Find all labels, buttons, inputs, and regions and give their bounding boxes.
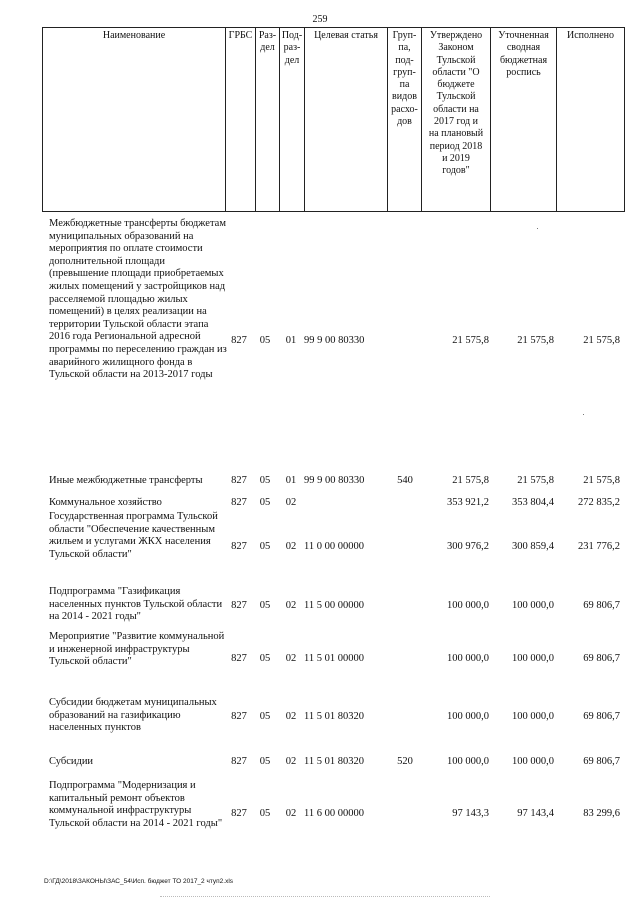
table-row: [0, 586, 640, 626]
header-divider: [225, 27, 226, 212]
row-podrazdel: 02: [285, 756, 297, 767]
row-target-article: 11 5 00 00000: [304, 600, 364, 611]
row-name: Субсидии: [49, 756, 94, 767]
row-razdel: 05: [259, 808, 271, 819]
row-target-article: 11 5 01 80320: [304, 711, 364, 722]
row-grbs: 827: [231, 600, 247, 611]
row-target-article: 99 9 00 80330: [304, 475, 365, 486]
row-grbs: 827: [231, 335, 247, 346]
row-grbs: 827: [231, 653, 247, 664]
row-grbs: 827: [231, 475, 247, 486]
row-executed: 272 835,2: [578, 497, 620, 508]
header-top-rule: [42, 27, 625, 28]
row-podrazdel: 02: [285, 497, 297, 508]
row-podrazdel: 01: [285, 475, 297, 486]
row-razdel: 05: [259, 756, 271, 767]
header-podrazdel: Под- раз- дел: [281, 30, 303, 66]
header-bottom-rule: [42, 211, 625, 212]
row-refined: 100 000,0: [512, 600, 554, 611]
row-approved: 21 575,8: [452, 475, 489, 486]
row-name: Государственная программа Тульской области "Обеспечение качественным жильем и услугами ЖКХ населения Тульской области": [49, 511, 218, 560]
row-executed: 231 776,2: [578, 541, 620, 552]
header-expense-type: Груп- па, под- груп- па видов расхо- дов: [391, 30, 418, 128]
row-refined: 21 575,8: [517, 335, 554, 346]
row-podrazdel: 01: [285, 335, 297, 346]
scan-speck: [583, 414, 584, 415]
row-razdel: 05: [259, 711, 271, 722]
row-podrazdel: 02: [285, 541, 297, 552]
row-approved: 353 921,2: [447, 497, 489, 508]
row-expense-type: 520: [397, 756, 413, 767]
table-row: [0, 511, 640, 581]
row-podrazdel: 02: [285, 808, 297, 819]
row-executed: 69 806,7: [583, 711, 620, 722]
row-expense-type: 540: [397, 475, 413, 486]
row-approved: 100 000,0: [447, 653, 489, 664]
scan-artifact: [160, 896, 490, 897]
row-razdel: 05: [259, 541, 271, 552]
row-grbs: 827: [231, 756, 247, 767]
row-refined: 97 143,4: [517, 808, 554, 819]
row-grbs: 827: [231, 497, 247, 508]
row-podrazdel: 02: [285, 600, 297, 611]
header-name: Наименование: [102, 30, 166, 41]
table-row: [0, 780, 640, 850]
row-target-article: 11 5 01 00000: [304, 653, 364, 664]
row-name: Мероприятие "Развитие коммунальной и инженерной инфраструктуры Тульской области": [49, 631, 225, 668]
table-row: [0, 497, 640, 511]
footer-file-path: D:\ГД\2018\ЗАКОНЫ\ЗАС_54\Исп. бюджет ТО 2017_2 чтуп2.xls: [44, 878, 234, 885]
header-divider: [556, 27, 557, 212]
header-refined: Уточненная сводная бюджетная роспись: [498, 30, 549, 78]
row-executed: 69 806,7: [583, 756, 620, 767]
row-approved: 300 976,2: [447, 541, 489, 552]
row-razdel: 05: [259, 335, 271, 346]
row-refined: 300 859,4: [512, 541, 554, 552]
row-name: Коммунальное хозяйство: [49, 497, 162, 508]
row-refined: 100 000,0: [512, 711, 554, 722]
header-divider: [304, 27, 305, 212]
row-podrazdel: 02: [285, 653, 297, 664]
table-row: [0, 218, 640, 466]
row-target-article: 11 6 00 00000: [304, 808, 364, 819]
row-name: Субсидии бюджетам муниципальных образований на газификацию населенных пунктов: [49, 697, 217, 734]
table-row: [0, 631, 640, 686]
header-target-article: Целевая статья: [314, 30, 378, 41]
row-target-article: 99 9 00 80330: [304, 335, 365, 346]
row-razdel: 05: [259, 475, 271, 486]
header-grbs: ГРБС: [228, 30, 253, 41]
row-grbs: 827: [231, 711, 247, 722]
table-header: [42, 27, 625, 212]
row-refined: 21 575,8: [517, 475, 554, 486]
row-refined: 100 000,0: [512, 756, 554, 767]
row-executed: 83 299,6: [583, 808, 620, 819]
row-refined: 353 804,4: [512, 497, 554, 508]
row-executed: 69 806,7: [583, 600, 620, 611]
row-executed: 21 575,8: [583, 335, 620, 346]
row-razdel: 05: [259, 653, 271, 664]
row-name: Межбюджетные трансферты бюджетам муниципальных образований на мероприятия по оплате стоимости дополнительной площади (превышение площади приобретаемых жилых помещений у застройщиков над расселяемой площадью жилых помещений) в целях реализации на территории Тульской области этапа 2016 года Региональной адресной программы по переселению граждан из аварийного жилищного фонда в Тульской области на 2013-2017 годы: [49, 218, 227, 381]
row-approved: 100 000,0: [447, 711, 489, 722]
row-name: Подпрограмма "Газификация населенных пунктов Тульской области на 2014 - 2021 годы": [49, 586, 223, 623]
row-grbs: 827: [231, 541, 247, 552]
page-number: 259: [312, 14, 328, 25]
table-row: [0, 756, 640, 770]
table-row: [0, 475, 640, 489]
row-target-article: 11 5 01 80320: [304, 756, 364, 767]
row-razdel: 05: [259, 600, 271, 611]
header-divider: [255, 27, 256, 212]
row-grbs: 827: [231, 808, 247, 819]
row-refined: 100 000,0: [512, 653, 554, 664]
header-border-right: [624, 27, 625, 212]
row-approved: 100 000,0: [447, 756, 489, 767]
row-executed: 69 806,7: [583, 653, 620, 664]
header-razdel: Раз- дел: [258, 30, 277, 54]
row-target-article: 11 0 00 00000: [304, 541, 364, 552]
row-razdel: 05: [259, 497, 271, 508]
row-approved: 21 575,8: [452, 335, 489, 346]
row-podrazdel: 02: [285, 711, 297, 722]
row-approved: 100 000,0: [447, 600, 489, 611]
row-name: Иные межбюджетные трансферты: [49, 475, 203, 486]
table-row: [0, 697, 640, 737]
header-executed: Исполнено: [566, 30, 614, 41]
scan-speck: [537, 228, 538, 229]
row-executed: 21 575,8: [583, 475, 620, 486]
row-name: Подпрограмма "Модернизация и капитальный ремонт объектов коммунальной инфраструктуры Тульской области на 2014 - 2021 годы": [49, 780, 223, 829]
header-border-left: [42, 27, 43, 212]
row-approved: 97 143,3: [452, 808, 489, 819]
header-approved: Утверждено Законом Тульской области "О бюджете Тульской области на 2017 год и на плановый период 2018 и 2019 годов": [428, 30, 484, 177]
